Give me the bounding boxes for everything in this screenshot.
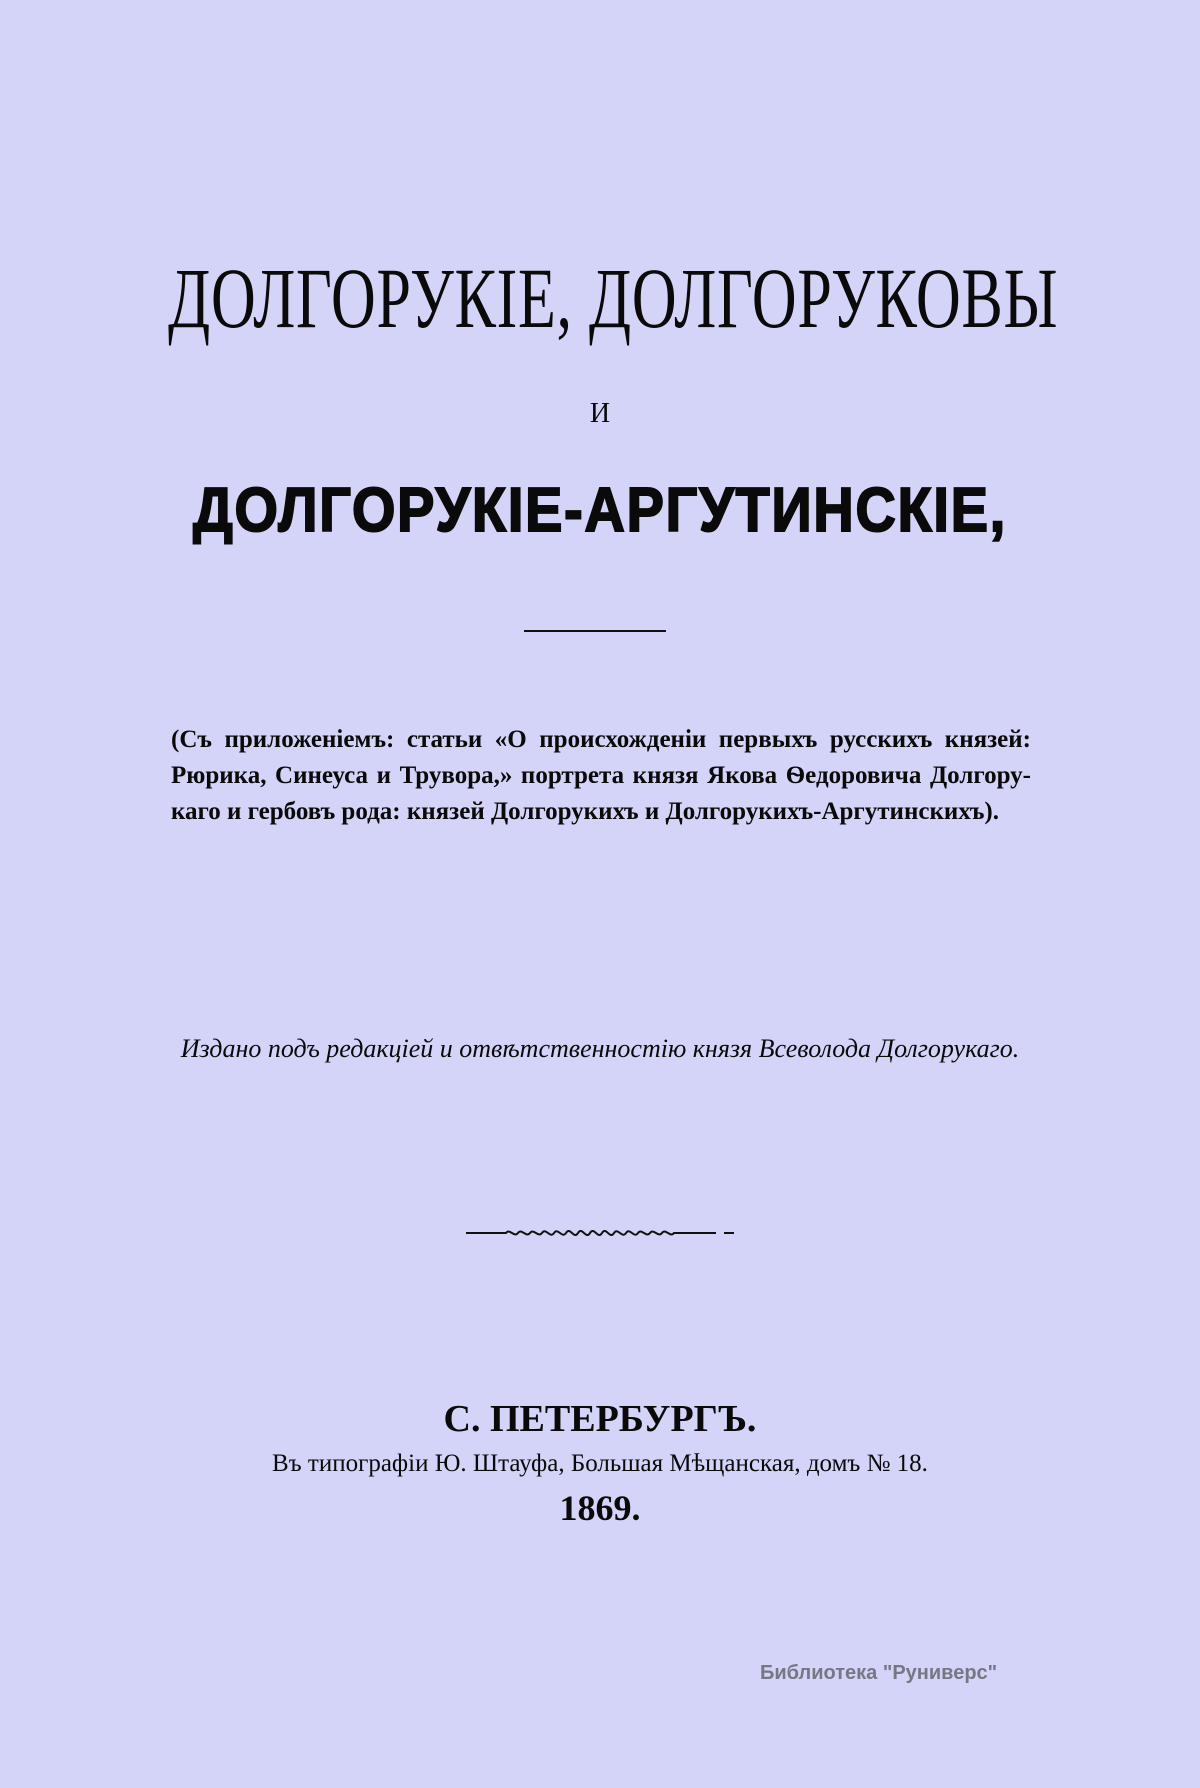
imprint-press: Въ типографіи Ю. Штауфа, Большая Мѣщанская, домъ № 18.	[272, 1450, 928, 1477]
title-conjunction: И	[589, 398, 611, 429]
subtitle-line-2: Рюрика, Синеуса и Трувора,» портрета князя Якова Ѳедоровича Долгору-	[171, 762, 1031, 789]
imprint-city: С. ПЕТЕРБУРГЪ.	[443, 1398, 757, 1440]
title-line-1: ДОЛГОРУКІЕ, ДОЛГОРУКОВЫ	[167, 250, 1059, 346]
library-watermark: Библиотека "Руниверс"	[760, 1662, 998, 1684]
subtitle-line-3: каго и гербовъ рода: князей Долгорукихъ и Долгорукихъ-Аргутинскихъ).	[171, 798, 999, 825]
editor-note: Издано подъ редакціей и отвѣтственностію князя Всеволода Долгорукаго.	[180, 1034, 1020, 1063]
ornamental-divider	[466, 1222, 734, 1242]
title-divider-rule	[524, 630, 666, 632]
subtitle-line-1: (Съ приложеніемъ: статьи «О происхожденіи первыхъ русскихъ князей:	[171, 726, 1031, 753]
title-line-2: ДОЛГОРУКІЕ-АРГУТИНСКІЕ,	[192, 476, 1008, 545]
imprint-year: 1869.	[559, 1488, 641, 1528]
